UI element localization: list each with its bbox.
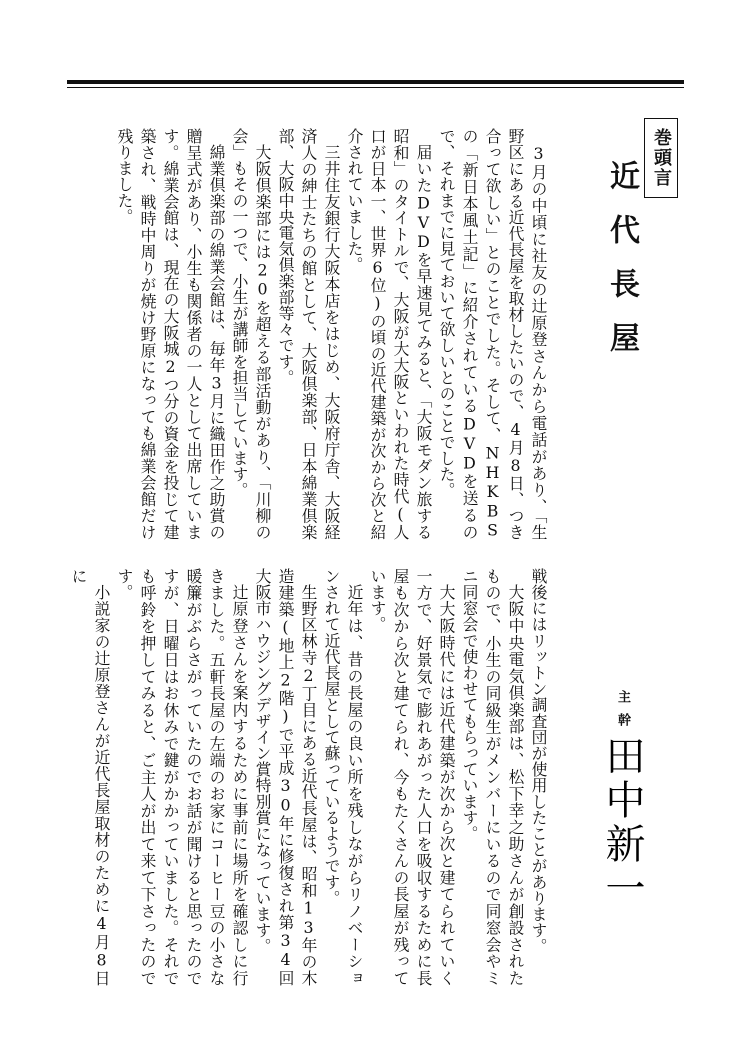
header-rule-thin — [67, 87, 684, 88]
paragraph: 大阪中央電気倶楽部は、松下幸之助さんが創設されたもので、小生の同級生がメンバーにいるので同窓会やミニ同窓会で使わせてもらっています。 — [460, 568, 525, 986]
section-badge: 巻頭言 — [644, 118, 678, 198]
paragraph: 大阪倶楽部には20を超える部活動があり、「川柳の会」もその一つで、小生が講師を担当しています。 — [230, 128, 272, 540]
paragraph: 3月の中頃に社友の辻原登さんから電話があり、「生野区にある近代長屋を取材したいので、4月8日、つき合って欲しい」とのことでした。そして、NHKBSの「新日本風土記」に紹介されているDVDを送るので、それまでに見ておいて欲しいとのことでした。 — [437, 128, 548, 540]
paragraph: 辻原登さんを案内するために事前に場所を確認しに行きました。五軒長屋の左端のお家にコーヒー豆の小さな暖簾がぶらさがっていたのでお話が聞けると思ったのですが、日曜日はお休みで鍵がかかっていました。それでも呼鈴を押してみると、ご主人が出て来て下さったのです。 — [115, 568, 249, 986]
paragraph: 小説家の辻原登さんが近代長屋取材のために4月8日に — [69, 568, 111, 986]
paragraph: 戦後にはリットン調査団が使用したことがあります。 — [529, 568, 548, 955]
paragraph: 三井住友銀行大阪本店をはじめ、大阪府庁舎、大阪経済人の紳士たちの館として、大阪倶楽部、日本綿業倶楽部、大阪中央電気倶楽部等々です。 — [276, 128, 341, 540]
paragraph: 大大阪時代には近代建築が次から次と建てられていく一方で、好景気で膨れあがった人口を吸収するために長屋も次から次と建てられ、今もたくさんの長屋が残っています。 — [368, 568, 456, 986]
article-upper-column — [70, 128, 550, 540]
author-role: 主幹 — [615, 690, 630, 736]
paragraph: 生野区林寺2丁目にある近代長屋は、昭和13年の木造建築(地上2階)で平成30年に修復され第34回大阪市ハウジングデザイン賞特別賞になっています。 — [253, 568, 318, 986]
author-signature: 田中新一 — [599, 735, 645, 911]
paragraph: 綿業倶楽部の綿業会館は、毎年3月に織田作之助賞の贈呈式があり、小生も関係者の一人として出席しています。綿業会館は、現在の大阪城2つ分の資金を投じて建築され、戦時中周りが焼け野原になっても綿業会館だけ残りました。 — [115, 128, 226, 540]
paragraph: 近年は、昔の長屋の良い所を残しながらリノベーションされて近代長屋として蘇っているようです。 — [322, 568, 364, 986]
header-rule-thick — [67, 80, 684, 84]
article-lower-column — [70, 568, 550, 986]
page-title: 近代長屋 — [604, 160, 639, 376]
paragraph: 届いたDVDを早速見てみると、「大阪モダン旅する昭和」のタイトルで、大阪が大大阪といわれた時代(人口が日本一、世界6位)の頃の近代建築が次から次と紹介されていました。 — [345, 128, 433, 540]
